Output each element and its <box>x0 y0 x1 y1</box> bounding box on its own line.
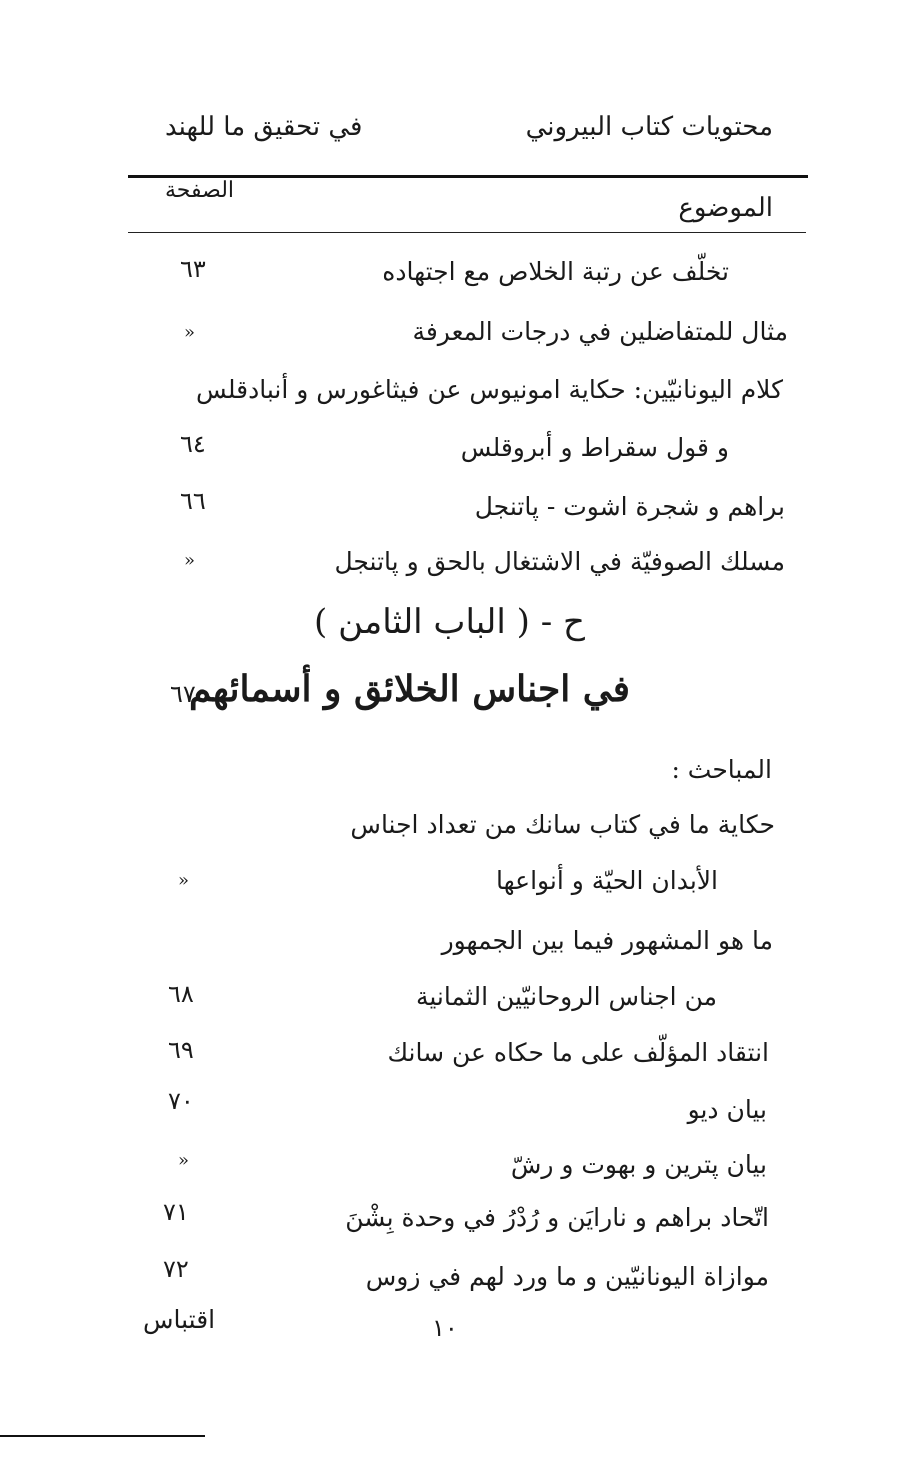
toc-entry: بيان پترين و بهوت و رشّ <box>510 1150 767 1179</box>
toc-page-number: ٧٠ <box>168 1087 194 1115</box>
page-number: ١٠ <box>432 1314 458 1342</box>
toc-page-number: ٦٩ <box>168 1036 194 1064</box>
toc-ditto-mark: » <box>178 870 190 891</box>
toc-page-number: ٧٢ <box>163 1255 189 1283</box>
toc-entry: حكاية ما في كتاب سانك من تعداد اجناس <box>350 810 775 839</box>
toc-page-number: ٦٤ <box>180 430 206 458</box>
toc-entry: براهم و شجرة اشوت - پاتنجل <box>474 492 785 521</box>
page-column-heading: الصفحة <box>165 178 235 203</box>
running-header-right: محتويات كتاب البيروني <box>525 112 773 142</box>
toc-page-number: ٦٦ <box>180 487 206 515</box>
toc-ditto-mark: » <box>184 550 196 571</box>
toc-entry: الأبدان الحيّة و أنواعها <box>496 866 718 895</box>
toc-entry: ما هو المشهور فيما بين الجمهور <box>441 926 773 955</box>
toc-entry: بيان ديو <box>687 1095 767 1124</box>
toc-entry: اتّحاد براهم و نارايَن و رُدْرُ في وحدة بِشْنَ <box>345 1203 769 1232</box>
bottom-edge-rule <box>0 1435 205 1437</box>
toc-ditto-mark: » <box>178 1150 190 1171</box>
toc-page-number: ٦٨ <box>168 980 194 1008</box>
toc-entry: انتقاد المؤلّف على ما حكاه عن سانك <box>387 1038 769 1067</box>
chapter-title: في اجناس الخلائق و أسمائهم <box>188 668 630 710</box>
toc-entry: موازاة اليونانيّين و ما ورد لهم في زوس <box>365 1262 769 1291</box>
toc-page-number: ٦٧ <box>170 680 196 708</box>
toc-page-number: ٦٣ <box>180 255 206 283</box>
chapter-heading: ح - ( الباب الثامن ) <box>314 602 585 642</box>
topic-column-heading: الموضوع <box>678 193 773 223</box>
toc-entry: تخلّف عن رتبة الخلاص مع اجتهاده <box>382 257 729 286</box>
column-heading-rule <box>128 232 806 233</box>
topics-label: المباحث : <box>671 755 772 784</box>
toc-entry: مسلك الصوفيّة في الاشتغال بالحق و پاتنجل <box>334 547 785 576</box>
toc-entry: كلام اليونانيّين: حكاية امونيوس عن فيثاغورس و أنبادقلس <box>196 375 783 404</box>
toc-entry: من اجناس الروحانيّين الثمانية <box>415 982 717 1011</box>
running-header-left: في تحقيق ما للهند <box>165 112 363 142</box>
toc-entry: مثال للمتفاضلين في درجات المعرفة <box>412 317 788 346</box>
toc-page-number: ٧١ <box>163 1198 189 1226</box>
toc-ditto-mark: » <box>184 322 196 343</box>
toc-entry: و قول سقراط و أبروقلس <box>460 433 729 462</box>
catchword: اقتباس <box>143 1305 216 1334</box>
